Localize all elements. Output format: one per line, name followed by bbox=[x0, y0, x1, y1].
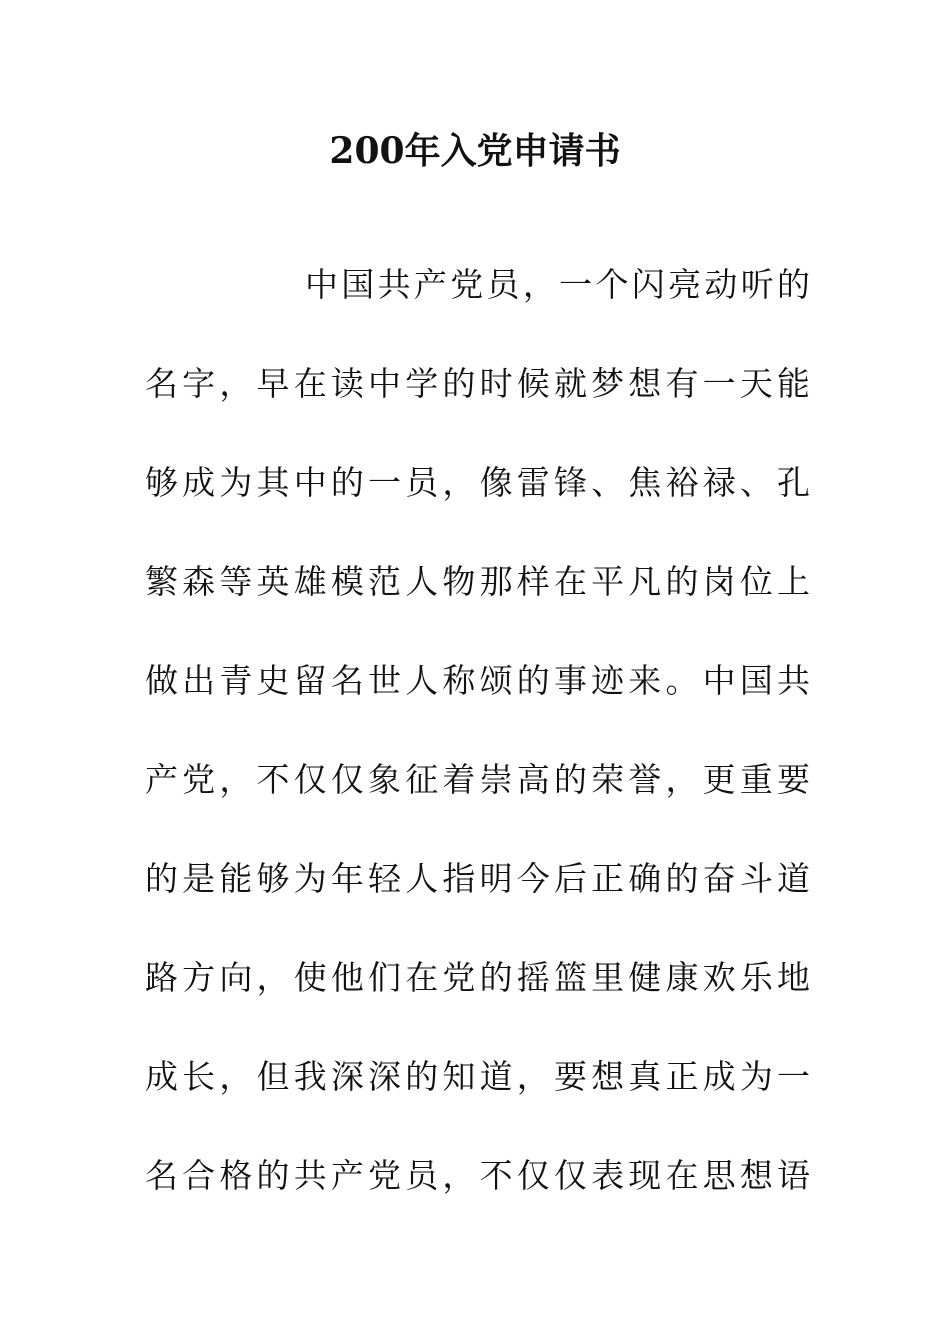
body-paragraph bbox=[145, 258, 810, 1248]
text-line: 够成为其中的一员，像雷锋、焦裕禄、孔 bbox=[145, 463, 810, 502]
text-line: 中国共产党员，一个闪亮动听的 bbox=[305, 265, 810, 304]
text-line: 的是能够为年轻人指明今后正确的奋斗道 bbox=[145, 859, 810, 898]
text-line: 路方向，使他们在党的摇篮里健康欢乐地 bbox=[145, 958, 810, 997]
text-line: 成长，但我深深的知道，要想真正成为一 bbox=[145, 1057, 810, 1096]
text-line: 名字，早在读中学的时候就梦想有一天能 bbox=[145, 364, 810, 403]
text-line: 产党，不仅仅象征着崇高的荣誉，更重要 bbox=[145, 760, 810, 799]
text-line: 名合格的共产党员，不仅仅表现在思想语 bbox=[145, 1156, 810, 1195]
text-line: 繁森等英雄模范人物那样在平凡的岗位上 bbox=[145, 562, 810, 601]
text-line: 做出青史留名世人称颂的事迹来。中国共 bbox=[145, 661, 810, 700]
document-title: 200年入党申请书 bbox=[329, 130, 621, 172]
